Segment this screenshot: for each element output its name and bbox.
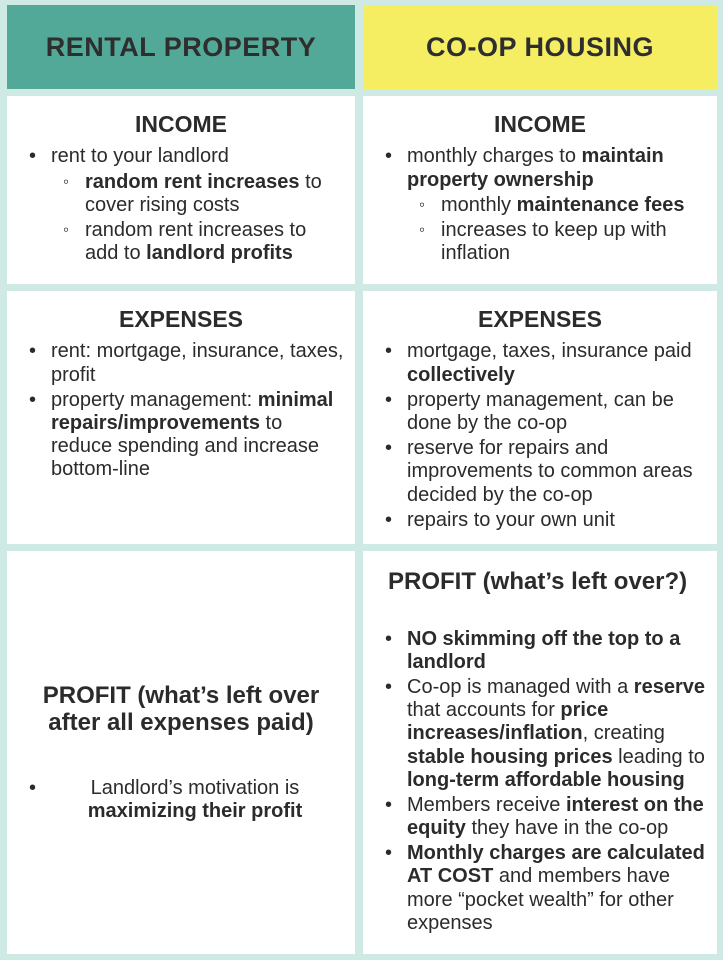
bullet-dot-icon: •: [29, 340, 37, 363]
list-item: [63, 219, 345, 265]
list-item-text: rent to your landlord: [51, 145, 229, 168]
column-header-coop: [363, 5, 717, 89]
column-header-coop-label: CO-OP HOUSING: [425, 31, 655, 62]
list-item-text: monthly maintenance fees: [441, 193, 685, 216]
list-item-text: mortgage, taxes, insurance paid collectively: [407, 340, 692, 386]
list-item-text: random rent increases to add to landlord profits: [85, 219, 307, 265]
bullet-list: [385, 143, 707, 265]
list-item: [385, 437, 707, 507]
list-item-text: NO skimming off the top to a landlord: [407, 627, 681, 673]
list-item-text: rent: mortgage, insurance, taxes, profit: [51, 340, 344, 386]
cell-expenses-rental: [7, 291, 355, 544]
section-heading: EXPENSES: [119, 306, 243, 332]
list-item-text: property management: minimal repairs/improvements to reduce spending and increase bottom-line: [51, 388, 334, 481]
list-item: [385, 628, 707, 674]
bullet-dot-icon: •: [29, 388, 37, 411]
section-heading: INCOME: [135, 111, 227, 137]
section-heading: PROFIT (what’s left over?): [388, 568, 688, 595]
list-item-text: monthly charges to maintain property ownership: [407, 145, 664, 191]
list-item: [385, 509, 707, 532]
list-item-text: Landlord’s motivation is maximizing their profit: [87, 776, 303, 823]
section-heading: EXPENSES: [478, 306, 602, 332]
bullet-list: [29, 143, 345, 265]
bullet-dot-icon: •: [385, 627, 393, 650]
list-item: [63, 171, 345, 217]
list-item: [29, 777, 339, 823]
section-heading: PROFIT (what’s left over after all expenses paid): [42, 681, 320, 737]
bullet-dot-icon: •: [385, 675, 393, 698]
bullet-list: [385, 338, 707, 532]
column-header-rental-label: RENTAL PROPERTY: [45, 31, 317, 62]
cell-income-coop: [363, 96, 717, 284]
list-item: [385, 389, 707, 435]
bullet-circle-icon: ◦: [419, 220, 426, 239]
list-item: [29, 145, 345, 168]
bullet-dot-icon: •: [385, 388, 393, 411]
list-item: [385, 794, 707, 840]
bullet-list: [385, 626, 707, 935]
bullet-circle-icon: ◦: [419, 194, 426, 214]
column-header-rental: [7, 5, 355, 89]
section-heading: INCOME: [494, 111, 586, 137]
list-item: [385, 340, 707, 386]
list-item-text: Monthly charges are calculated AT COST and members have more “pocket wealth” for other expenses: [407, 842, 705, 934]
cell-expenses-coop: [363, 291, 717, 544]
bullet-list: [29, 775, 339, 823]
bullet-dot-icon: •: [29, 776, 37, 799]
bullet-list: [29, 338, 345, 481]
bullet-dot-icon: •: [385, 437, 393, 460]
cell-profit-rental: [7, 551, 355, 954]
bullet-circle-icon: ◦: [63, 171, 70, 191]
list-item: [385, 842, 707, 935]
list-item-text: reserve for repairs and improvements to common areas decided by the co-op: [407, 437, 693, 506]
list-item: [29, 340, 345, 386]
bullet-dot-icon: •: [385, 145, 393, 168]
bullet-dot-icon: •: [385, 793, 393, 816]
bullet-circle-icon: ◦: [63, 220, 70, 239]
list-item-text: repairs to your own unit: [407, 508, 615, 531]
bullet-dot-icon: •: [29, 145, 37, 168]
list-item-text: Co-op is managed with a reserve that accounts for price increases/inflation, creating stable housing prices leading to long-term affordable housing: [407, 675, 705, 791]
bullet-dot-icon: •: [385, 340, 393, 363]
bullet-dot-icon: •: [385, 508, 393, 531]
list-item: [29, 389, 345, 482]
list-item: [419, 219, 707, 265]
list-item-text: Members receive interest on the equity they have in the co-op: [407, 793, 704, 840]
bullet-dot-icon: •: [385, 842, 393, 865]
list-item: [419, 194, 707, 217]
list-item-text: random rent increases to cover rising costs: [85, 170, 322, 216]
list-item: [385, 676, 707, 792]
cell-income-rental: [7, 96, 355, 284]
list-item-text: increases to keep up with inflation: [441, 219, 667, 265]
cell-profit-coop: [363, 551, 717, 954]
list-item: [385, 145, 707, 191]
list-item-text: property management, can be done by the co-op: [407, 388, 674, 434]
